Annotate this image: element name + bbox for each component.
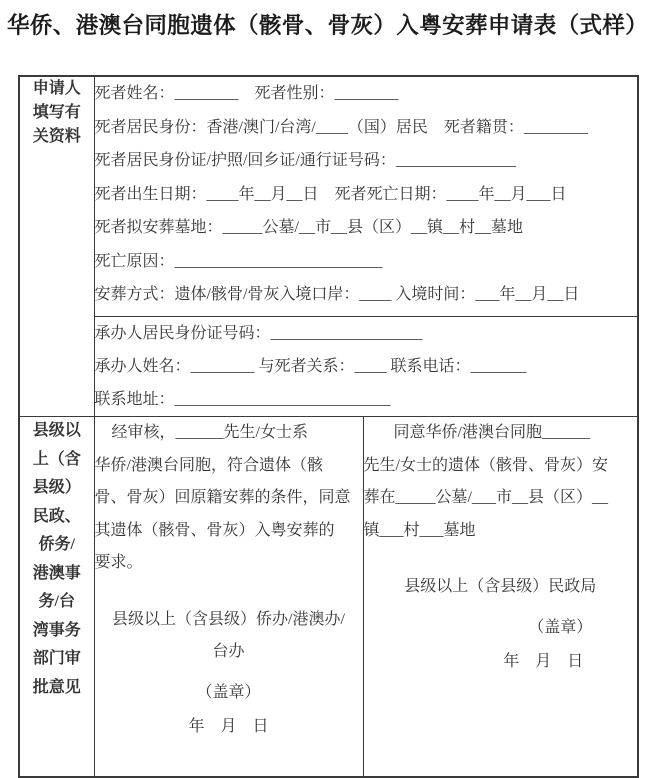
field-deceased-id-number: 死者居民身份证/护照/回乡证/通行证号码：_______________	[94, 152, 516, 169]
applicant-label-line-2: 填写有	[32, 104, 81, 121]
approval-section-label-cell	[19, 417, 94, 778]
approval-label-line-10: 批意见	[32, 678, 81, 696]
application-form-table	[18, 75, 639, 778]
deceased-info-cell	[94, 76, 638, 316]
approval-label-line-3: 县级）	[32, 479, 81, 496]
overseas-office-name-line-2: 台办	[212, 643, 245, 660]
applicant-section-label-cell	[19, 76, 94, 417]
approval-label-line-4: 民政、	[32, 507, 81, 525]
applicant-deceased-row	[19, 76, 638, 316]
handler-info-row	[19, 316, 638, 416]
overseas-office-seal-label: （盖章）	[196, 683, 261, 701]
overseas-statement-line-3: 骨、骨灰）回原籍安葬的条件，同意	[94, 489, 351, 506]
overseas-statement-line-5: 要求。	[94, 554, 143, 571]
civil-affairs-date-blank: 年 月 日	[503, 653, 584, 670]
approval-label-line-6: 港澳事	[32, 564, 81, 582]
field-handler-name-relation: 承办人姓名：________ 与死者关系：____ 联系电话：_______	[94, 357, 527, 375]
field-burial-method-entry: 安葬方式：遗体/骸骨/骨灰入境口岸：____ 入境时间：___年__月__日	[94, 286, 580, 303]
approval-label-line-5: 侨务/	[38, 536, 75, 553]
approval-label-line-9: 部门审	[32, 650, 81, 667]
overseas-statement-line-2: 华侨/港澳台同胞，符合遗体（骸	[94, 456, 323, 474]
applicant-label-line-1: 申请人	[32, 80, 81, 97]
form-title: 华侨、港澳台同胞遗体（骸骨、骨灰）入粤安葬申请表（式样）	[7, 13, 649, 38]
overseas-statement-line-4: 其遗体（骸骨、骨灰）入粤安葬的	[94, 521, 335, 539]
overseas-statement-line-1: 经审核，______先生/女士系	[111, 424, 308, 441]
civil-affairs-opinion-cell	[363, 417, 638, 778]
approval-label-line-1: 县级以	[32, 422, 81, 439]
handler-info-cell	[94, 316, 638, 416]
field-deceased-residency: 死者居民身份：香港/澳门/台湾/____（国）居民 死者籍贯：________	[94, 118, 588, 136]
civil-statement-line-3: 葬在_____公墓/___市__县（区）__	[363, 489, 608, 506]
overseas-office-opinion-cell	[94, 417, 363, 778]
field-deceased-birth-death: 死者出生日期：____年__月__日 死者死亡日期：____年__月___日	[94, 185, 567, 203]
field-contact-address: 联系地址：___________________________	[94, 390, 391, 408]
applicant-label-line-3: 关资料	[32, 128, 81, 145]
approval-label-line-7: 务/台	[38, 593, 75, 610]
approval-label-line-8: 湾事务	[32, 621, 81, 639]
field-deceased-burial-site: 死者拟安葬墓地：_____公墓/__市__县（区）__镇__村__墓地	[94, 219, 523, 236]
approval-row	[19, 417, 638, 778]
civil-affairs-seal-label: （盖章）	[528, 618, 593, 636]
field-handler-id-number: 承办人居民身份证号码：___________________	[94, 324, 423, 342]
approval-label-line-2: 上（含	[32, 450, 81, 468]
civil-statement-line-4: 镇___村___墓地	[363, 521, 476, 539]
civil-affairs-office-name: 县级以上（含县级）民政局	[404, 578, 597, 595]
overseas-office-date-blank: 年 月 日	[188, 718, 269, 735]
field-deceased-name-gender: 死者姓名：________ 死者性别：________	[94, 85, 399, 102]
civil-statement-line-1: 同意华侨/港澳台同胞______	[393, 424, 590, 441]
overseas-office-name-line-1: 县级以上（含县级）侨办/港澳办/	[112, 610, 345, 628]
field-death-cause: 死亡原因：__________________________	[94, 252, 383, 270]
civil-statement-line-2: 先生/女士的遗体（骸骨、骨灰）安	[363, 456, 608, 474]
